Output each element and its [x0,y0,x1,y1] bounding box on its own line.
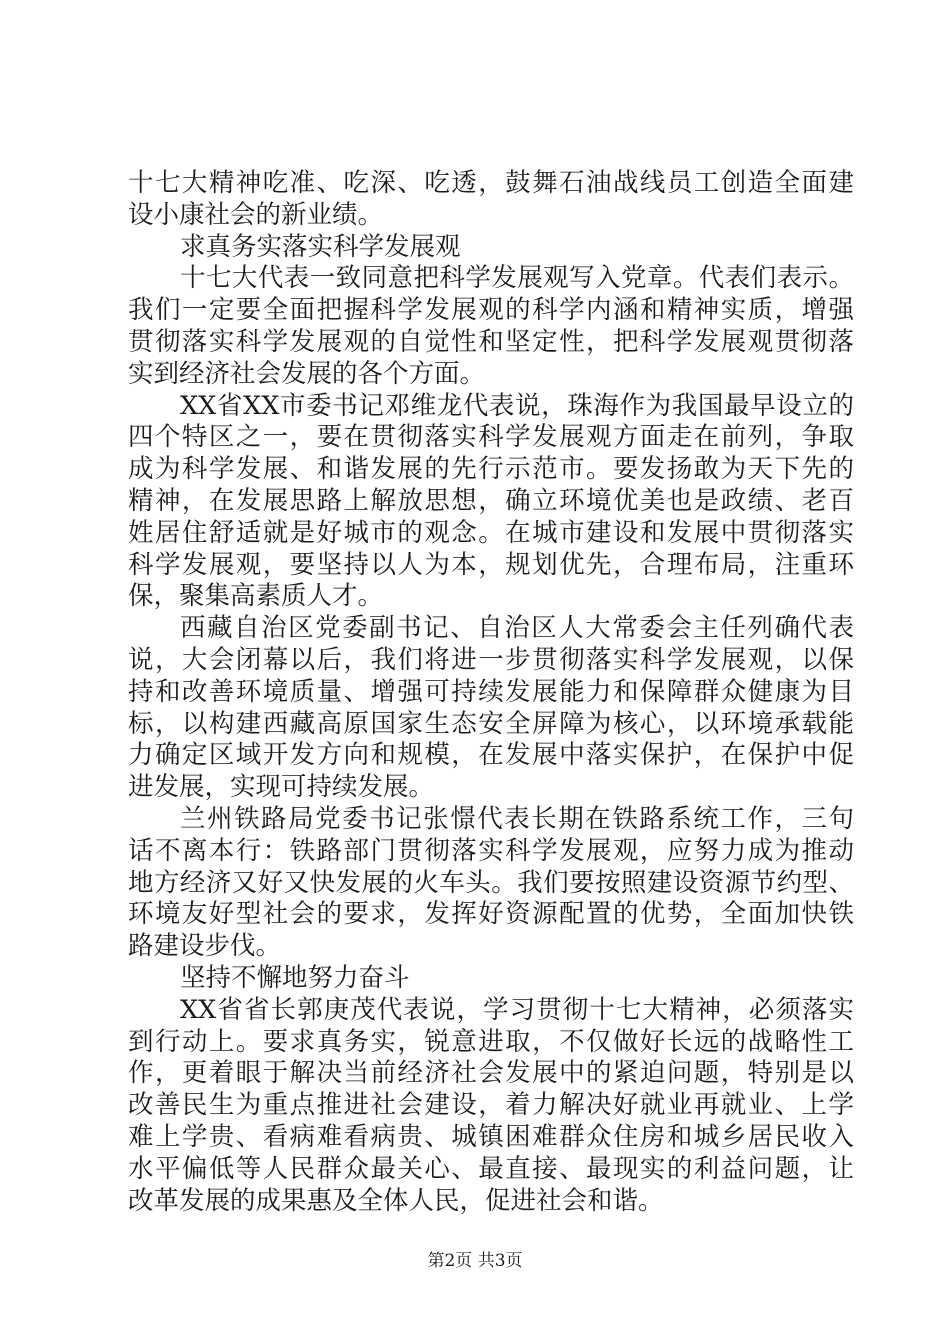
document-body [128,168,854,1217]
text-line: 求真务实落实科学发展观 [180,231,461,262]
text-line: 话不离本行：铁路部门贯彻落实科学发展观，应努力成为推动 [128,835,854,866]
text-line: XX省省长郭庚茂代表说，学习贯彻十七大精神，必须落实 [180,994,854,1025]
text-line: 贯彻落实科学发展观的自觉性和坚定性，把科学发展观贯彻落 [128,326,854,357]
text-line: 环境友好型社会的要求，发挥好资源配置的优势，全面加快铁 [128,899,854,930]
text-line: 成为科学发展、和谐发展的先行示范市。要发扬敢为天下先的 [128,454,854,485]
text-line: 进发展，实现可持续发展。 [128,772,435,803]
text-line: 作，更着眼于解决当前经济社会发展中的紧迫问题，特别是以 [128,1058,854,1089]
text-line: 设小康社会的新业绩。 [128,199,384,230]
text-line: 兰州铁路局党委书记张憬代表长期在铁路系统工作，三句 [180,803,854,834]
text-line: 持和改善环境质量、增强可持续发展能力和保障群众健康为目 [128,676,854,707]
text-line: 路建设步伐。 [128,931,282,962]
text-line: 坚持不懈地努力奋斗 [180,962,410,993]
text-line: 姓居住舒适就是好城市的观念。在城市建设和发展中贯彻落实 [128,517,854,548]
text-line: 我们一定要全面把握科学发展观的科学内涵和精神实质，增强 [128,295,854,326]
text-line: 科学发展观，要坚持以人为本，规划优先，合理布局，注重环 [128,549,854,580]
text-line: 四个特区之一，要在贯彻落实科学发展观方面走在前列，争取 [128,422,854,453]
text-line: 水平偏低等人民群众最关心、最直接、最现实的利益问题，让 [128,1153,854,1184]
text-line: 西藏自治区党委副书记、自治区人大常委会主任列确代表 [180,613,854,644]
text-line: 实到经济社会发展的各个方面。 [128,358,486,389]
text-line: 十七大精神吃准、吃深、吃透，鼓舞石油战线员工创造全面建 [128,168,854,198]
page-footer: 第2页 共3页 [427,1251,523,1271]
text-line: 到行动上。要求真务实，锐意进取，不仅做好长远的战略性工 [128,1026,854,1057]
text-line: 保，聚集高素质人才。 [128,581,384,612]
text-line: XX省XX市委书记邓维龙代表说，珠海作为我国最早设立的 [180,390,854,421]
text-line: 地方经济又好又快发展的火车头。我们要按照建设资源节约型、 [128,867,854,898]
text-line: 标，以构建西藏高原国家生态安全屏障为核心，以环境承载能 [128,708,854,739]
text-line: 十七大代表一致同意把科学发展观写入党章。代表们表示。 [180,263,854,294]
text-line: 说，大会闭幕以后，我们将进一步贯彻落实科学发展观，以保 [128,644,854,675]
text-line: 改革发展的成果惠及全体人民，促进社会和谐。 [128,1185,664,1216]
text-line: 力确定区域开发方向和规模，在发展中落实保护，在保护中促 [128,740,854,771]
text-line: 精神，在发展思路上解放思想，确立环境优美也是政绩、老百 [128,485,854,516]
text-line: 难上学贵、看病难看病贵、城镇困难群众住房和城乡居民收入 [128,1121,854,1152]
text-line: 改善民生为重点推进社会建设，着力解决好就业再就业、上学 [128,1090,854,1121]
